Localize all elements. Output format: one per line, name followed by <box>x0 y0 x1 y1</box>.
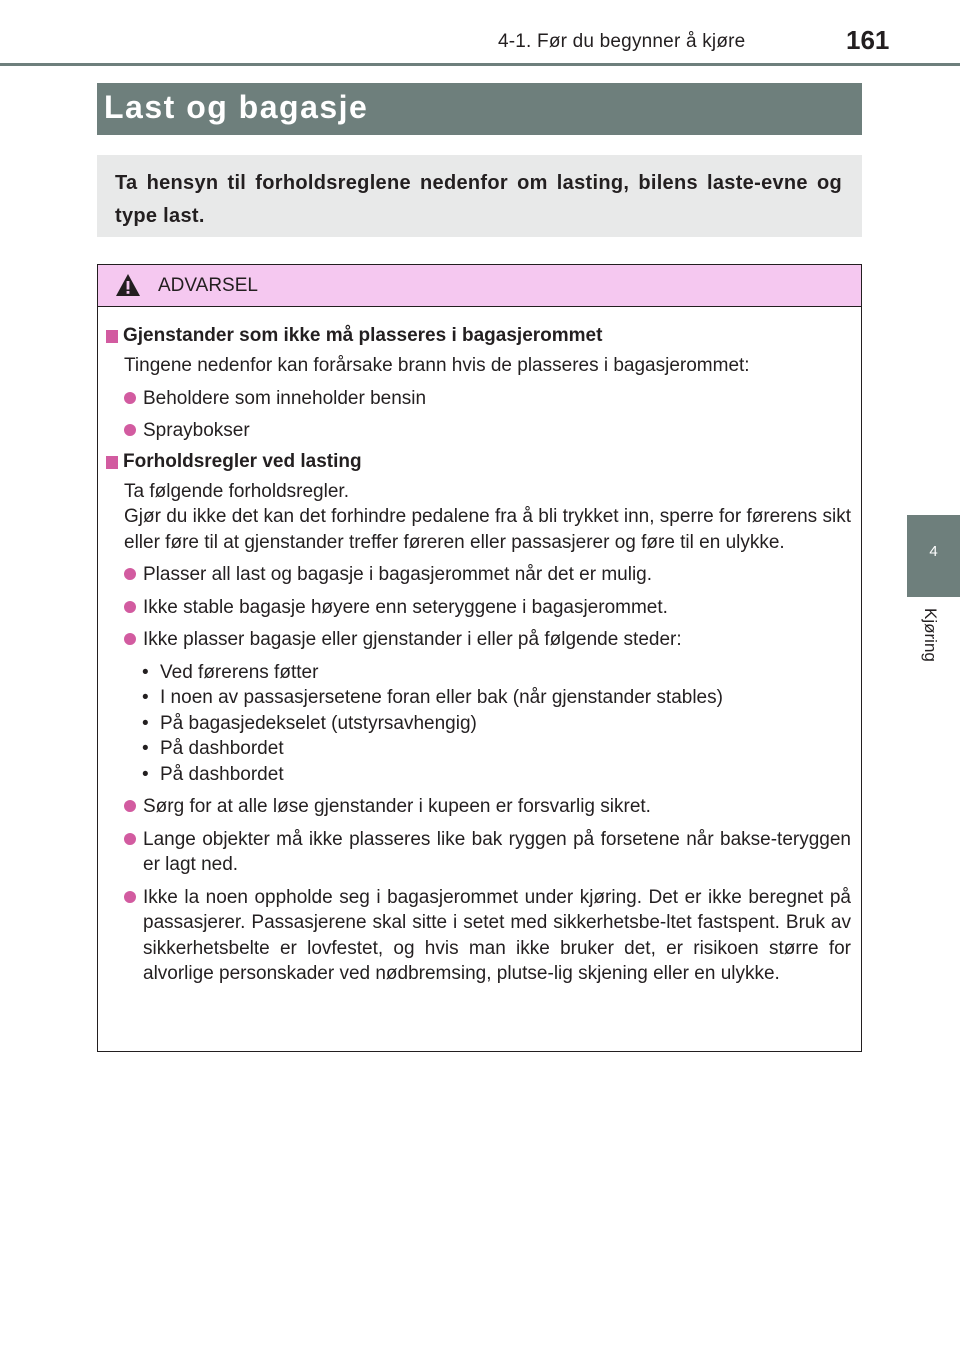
circle-bullet-icon <box>124 424 136 436</box>
sub-list-item-text: På bagasjedekselet (utstyrsavhengig) <box>160 712 477 734</box>
warning-header <box>98 265 861 307</box>
list-item <box>124 595 851 621</box>
sub-list-item: • På dashbordet <box>142 738 284 759</box>
square-bullet-icon <box>106 330 118 343</box>
list-item-text: Beholdere som inneholder bensin <box>143 387 427 409</box>
sub-list-item-text: I noen av passasjersetene foran eller bak (når gjenstander stables) <box>160 687 723 708</box>
sub-list-item: • På bagasjedekselet (utstyrsavhengig) <box>142 712 477 734</box>
circle-bullet-icon <box>124 800 136 812</box>
sub-list-item-text: På dashbordet <box>160 763 284 785</box>
list-item-text: Lange objekter må ikke plasseres like bak ryggen på forsetene når bakse-teryggen er lagt ned. <box>143 828 851 875</box>
list-item <box>124 386 851 412</box>
sub-list-item: • På dashbordet <box>142 763 284 785</box>
chapter-label-container <box>912 608 952 678</box>
section-heading <box>106 451 861 479</box>
sub-list-item: • I noen av passasjersetene foran eller bak (når gjenstander stables) <box>142 687 723 708</box>
warning-box <box>97 264 862 1052</box>
section-heading-text: Gjenstander som ikke må plasseres i bagasjerommet <box>123 325 603 346</box>
circle-bullet-icon <box>124 601 136 613</box>
list-item <box>124 418 851 444</box>
section-paragraph: Gjør du ikke det kan det forhindre pedalene fra å bli trykket inn, sperre for førerens sikt eller føre til at gjenstander treffer føreren eller passasjerer og føre til en ulykke. <box>124 506 851 553</box>
list-item-text: Ikke stable bagasje høyere enn seteryggene i bagasjerommet. <box>143 596 668 618</box>
running-header-section: 4-1. Før du begynner å kjøre <box>498 31 746 52</box>
list-item-text: Ikke plasser bagasje eller gjenstander i eller på følgende steder: <box>143 629 682 650</box>
circle-bullet-icon <box>124 392 136 404</box>
intro-box <box>97 155 862 237</box>
circle-bullet-icon <box>124 833 136 845</box>
circle-bullet-icon <box>124 891 136 903</box>
list-item <box>124 827 851 878</box>
page-number: 161 <box>846 25 890 55</box>
section-paragraph: Ta følgende forholdsregler. <box>124 480 349 502</box>
sub-list-item: • Ved førerens føtter <box>142 661 319 683</box>
chapter-tab <box>907 515 960 597</box>
list-item-text: Spraybokser <box>143 420 250 441</box>
list-item <box>124 885 851 987</box>
header-rule <box>0 63 960 66</box>
section-heading <box>106 325 861 353</box>
page-title: Last og bagasje <box>104 89 369 125</box>
circle-bullet-icon <box>124 633 136 645</box>
list-item-text: Ikke la noen oppholde seg i bagasjerommet under kjøring. Det er ikke beregnet på passasjerer. Passasjerene skal sitte i setet med sikkerhetsbe-ltet fastspent. Bruk av sikkerhetsbelte er lovfestet, og hvis man ikke bruker det, er risikoen større for alvorlige personskader ved nødbremsing, plutse-lig skjening eller en ulykke. <box>143 886 851 984</box>
list-item <box>124 562 851 588</box>
warning-body <box>98 325 861 987</box>
chapter-number: 4 <box>929 543 938 560</box>
square-bullet-icon <box>106 456 118 469</box>
list-item <box>124 627 851 653</box>
list-item-text: Sørg for at alle løse gjenstander i kupeen er forsvarlig sikret. <box>143 796 651 817</box>
page-title-bar <box>97 83 862 135</box>
circle-bullet-icon <box>124 568 136 580</box>
warning-title: ADVARSEL <box>158 275 258 296</box>
sub-list-item-text: På dashbordet <box>160 738 284 759</box>
list-item-text: Plasser all last og bagasje i bagasjerommet når det er mulig. <box>143 564 653 585</box>
intro-text: Ta hensyn til forholdsreglene nedenfor om lasting, bilens laste-evne og type last. <box>115 172 842 227</box>
section-heading-text: Forholdsregler ved lasting <box>123 450 362 472</box>
section-paragraph: Tingene nedenfor kan forårsake brann hvis de plasseres i bagasjerommet: <box>124 355 750 376</box>
warning-triangle-icon <box>115 273 141 297</box>
sub-list-item-text: Ved førerens føtter <box>160 661 319 683</box>
chapter-label: Kjøring <box>921 608 940 662</box>
list-item <box>124 794 851 820</box>
